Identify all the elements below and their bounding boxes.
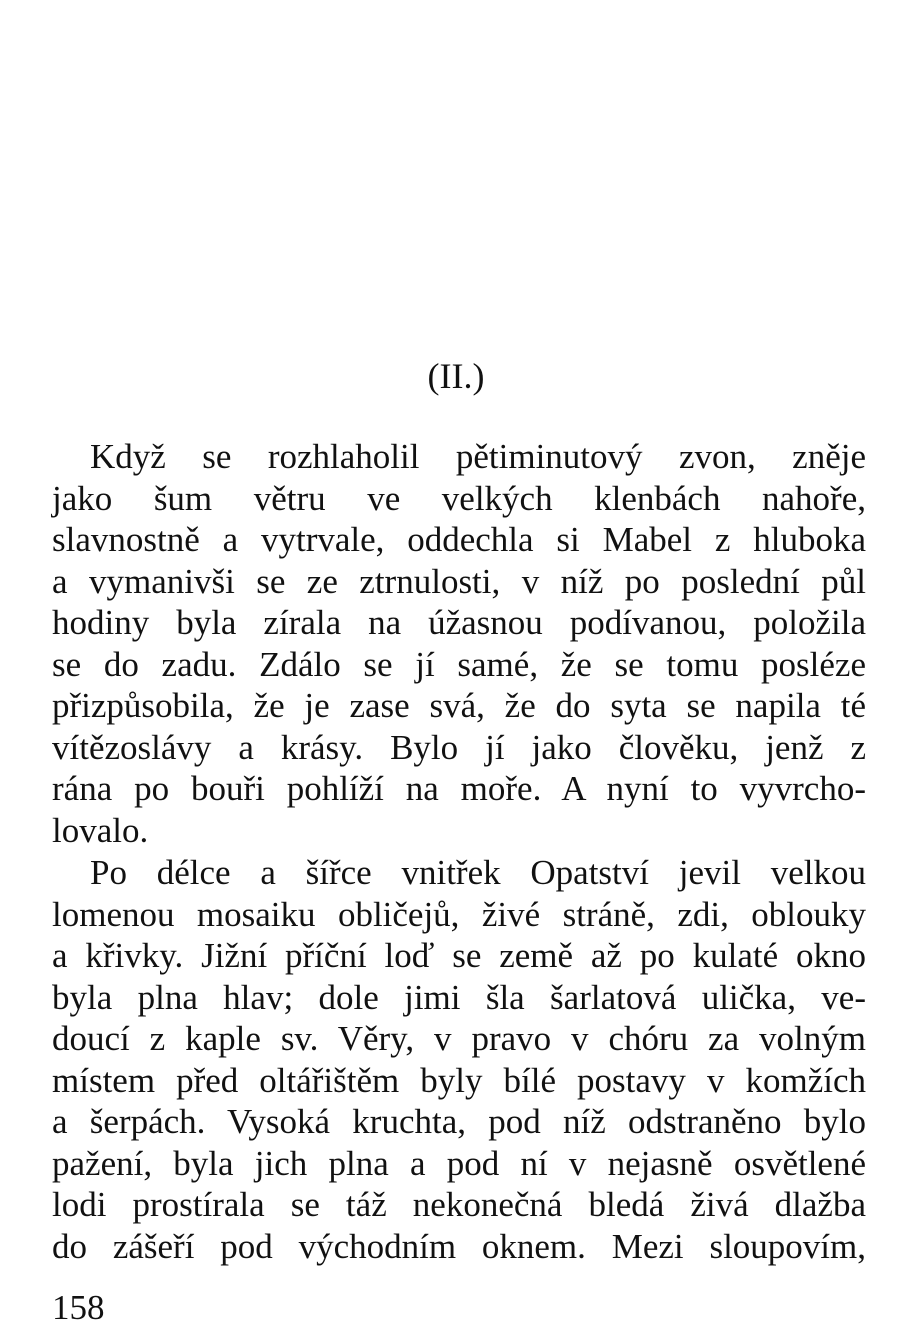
text-line: a vymanivši se ze ztrnulosti, v níž po poslední půl bbox=[52, 561, 866, 601]
text-line: doucí z kaple sv. Věry, v pravo v chóru za volným bbox=[52, 1019, 866, 1058]
section-heading: (II.) bbox=[427, 356, 485, 396]
text-line: se do zadu. Zdálo se jí samé, že se tomu posléze bbox=[52, 644, 866, 684]
text-line: Když se rozhlaholil pětiminutový zvon, zněje bbox=[90, 437, 866, 476]
text-line: slavnostně a vytrvale, oddechla si Mabel z hluboka bbox=[52, 520, 866, 559]
paragraph-2 bbox=[52, 852, 866, 1267]
text-line: místem před oltářištěm byly bílé postavy v komžích bbox=[52, 1060, 866, 1100]
text-line: Po délce a šířce vnitřek Opatství jevil velkou bbox=[90, 853, 866, 892]
text-line: vítězoslávy a krásy. Bylo jí jako člověku, jenž z bbox=[52, 727, 866, 767]
text-line: přizpůsobila, že je zase svá, že do syta se napila té bbox=[52, 686, 866, 725]
text-line: a křivky. Jižní příční loď se země až po kulaté okno bbox=[52, 936, 866, 975]
text-line: hodiny byla zírala na úžasnou podívanou, položila bbox=[52, 603, 866, 642]
text-line: lovalo. bbox=[52, 810, 149, 850]
text-line: jako šum větru ve velkých klenbách nahoře, bbox=[52, 478, 866, 518]
text-line: lodi prostírala se táž nekonečná bledá živá dlažba bbox=[52, 1185, 866, 1224]
page-number: 158 bbox=[52, 1288, 105, 1327]
text-line: byla plna hlav; dole jimi šla šarlatová ulička, ve- bbox=[52, 977, 866, 1017]
text-line: do zášeří pod východním oknem. Mezi sloupovím, bbox=[52, 1226, 866, 1266]
text-line: rána po bouři pohlíží na moře. A nyní to vyvrcho- bbox=[52, 769, 866, 808]
paragraph-1 bbox=[52, 436, 866, 851]
text-line: pažení, byla jich plna a pod ní v nejasně osvětlené bbox=[52, 1143, 866, 1183]
text-line: a šerpách. Vysoká kruchta, pod níž odstraněno bylo bbox=[52, 1102, 866, 1141]
text-line: lomenou mosaiku obličejů, živé stráně, zdi, oblouky bbox=[52, 894, 866, 934]
